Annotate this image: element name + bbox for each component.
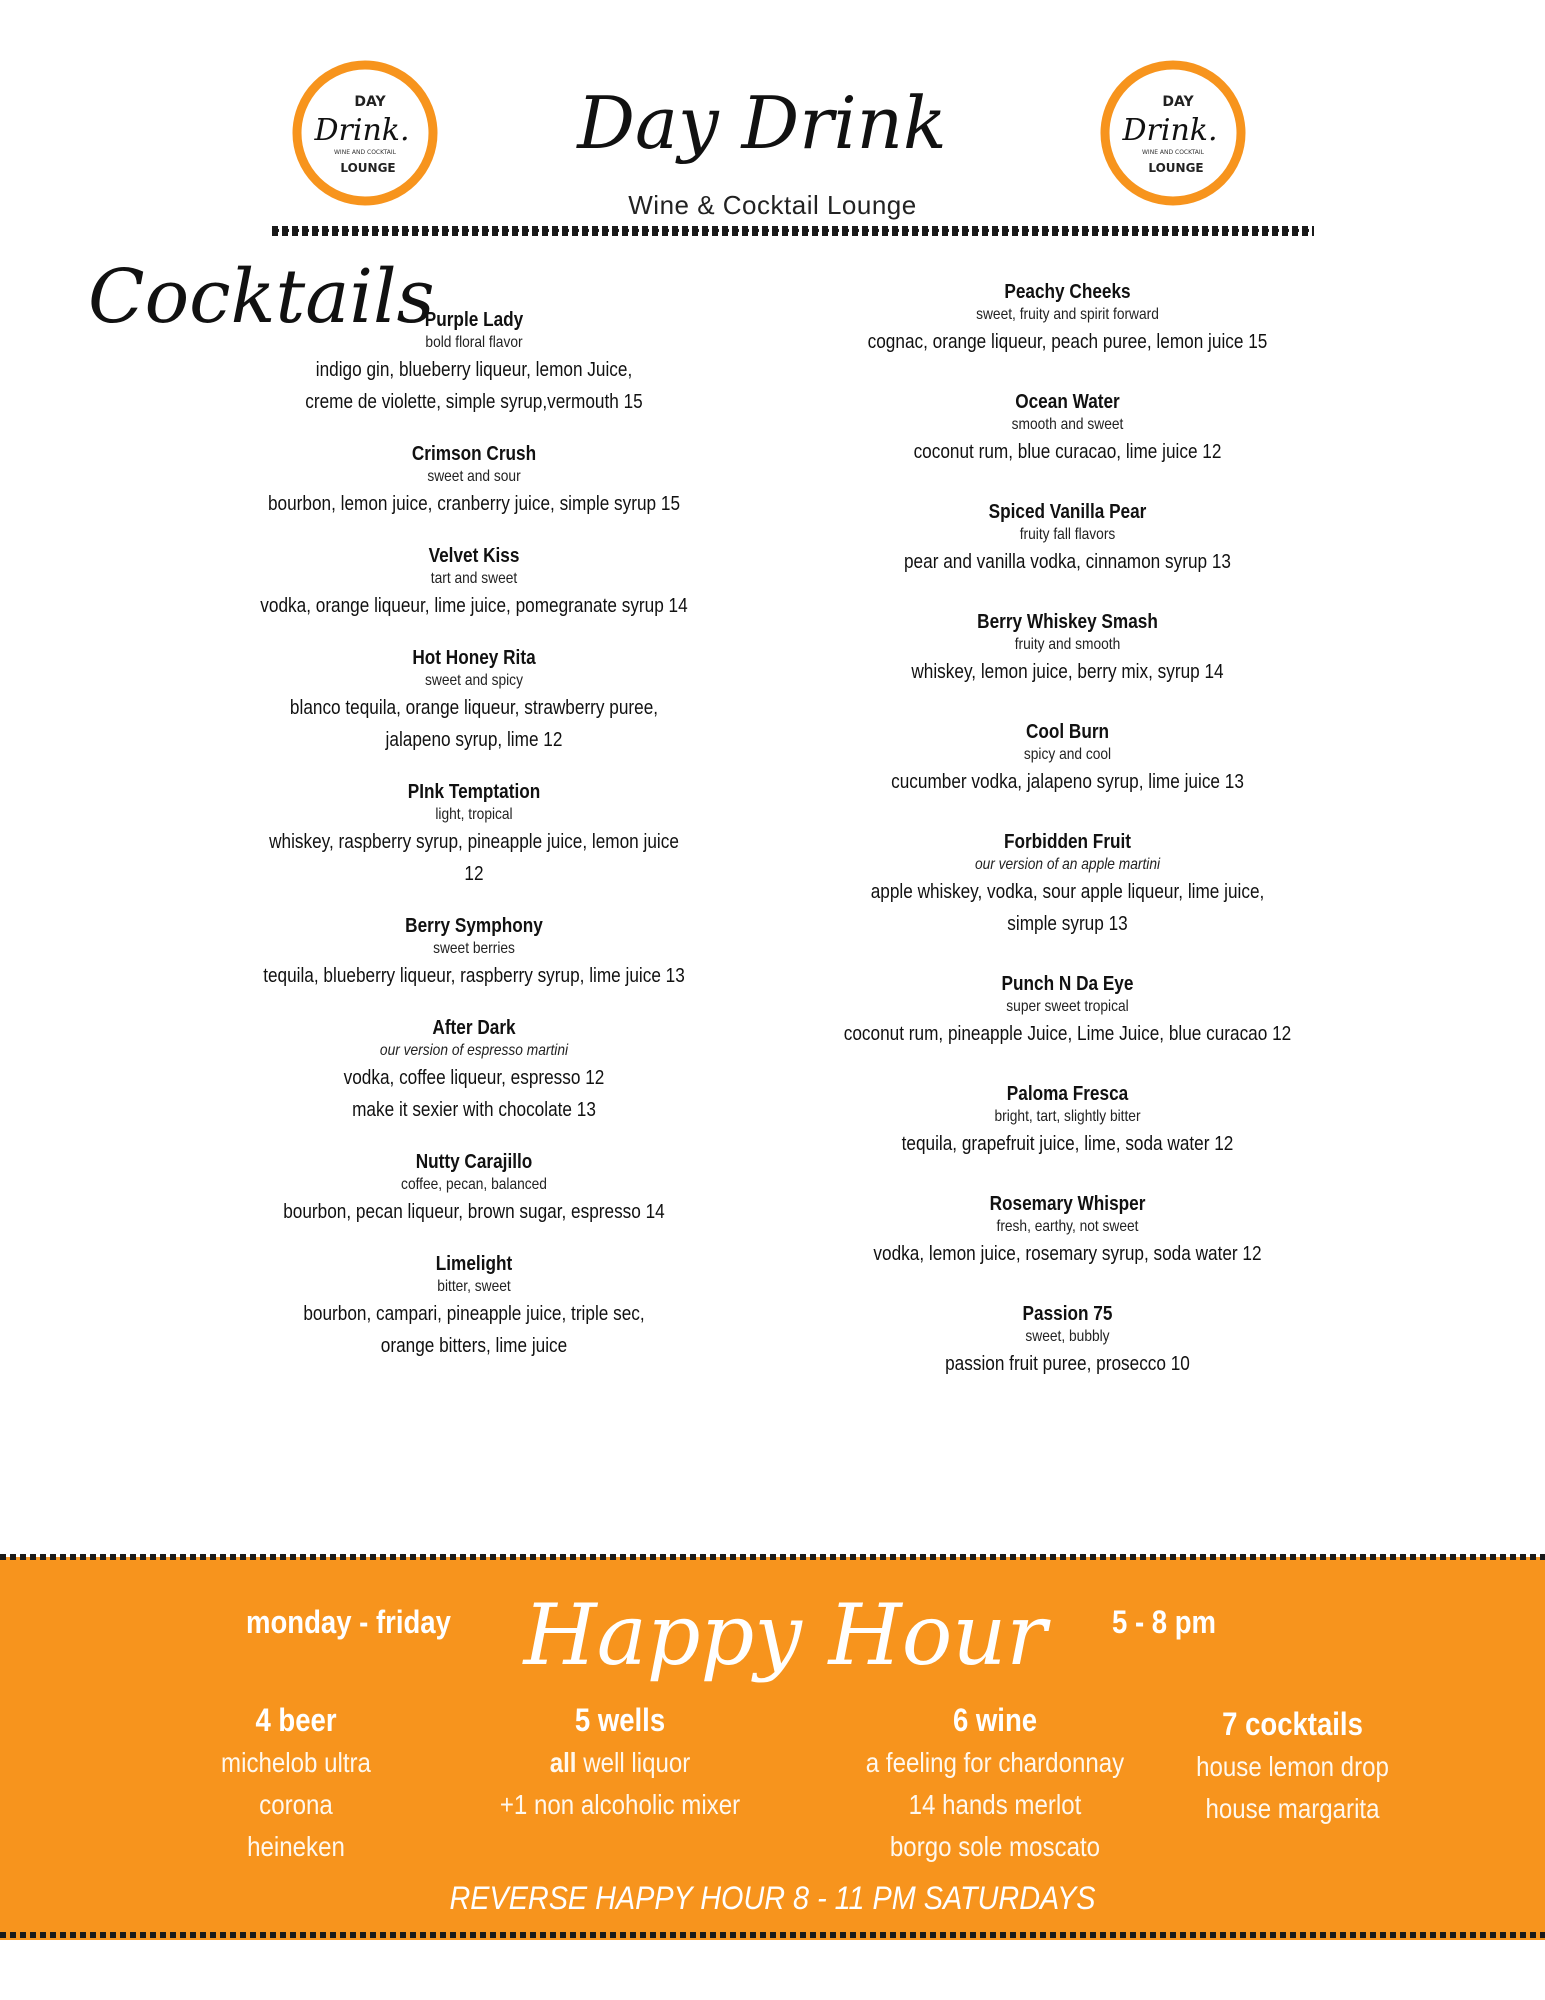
cocktail-ingredients: orange bitters, lime juice [380,1335,568,1357]
cocktail-name: Paloma Fresca [1006,1083,1129,1105]
cocktail-ingredients: passion fruit puree, prosecco 10 [945,1353,1190,1375]
cocktail-ingredients: jalapeno syrup, lime 12 [385,729,563,751]
logo-left [290,58,440,208]
cocktail-list-right [790,280,1345,1412]
cocktail-description: fruity and smooth [1014,636,1121,653]
cocktail-description: smooth and sweet [1011,416,1124,433]
cocktail-ingredients: coconut rum, pineapple Juice, Lime Juice, blue curacao 12 [843,1023,1292,1045]
cocktail-ingredients: creme de violette, simple syrup,vermouth 15 [305,391,643,413]
cocktail-name: Limelight [435,1253,513,1275]
cocktail-special: house lemon drop [1196,1751,1389,1782]
cocktail-description: sweet and spicy [425,672,523,689]
cocktail-ingredients: coconut rum, blue curacao, lime juice 12 [913,441,1222,463]
cocktail-item [222,1252,726,1362]
logo-text-drink: Drink. [314,113,410,148]
cocktail-item [222,914,726,992]
cocktail-name: Peachy Cheeks [1004,281,1131,303]
cocktail-ingredients: bourbon, pecan liqueur, brown sugar, espresso 14 [283,1201,665,1223]
cocktail-name: PInk Temptation [407,781,541,803]
section-title-text: Cocktails [88,254,435,340]
cocktail-item [790,720,1345,798]
cocktail-ingredients: whiskey, lemon juice, berry mix, syrup 14 [911,661,1224,683]
cocktail-item [790,972,1345,1050]
cocktail-ingredients: bourbon, campari, pineapple juice, triple sec, [303,1303,645,1325]
wine-item: a feeling for chardonnay [865,1747,1125,1778]
logo-right [1098,58,1248,208]
cocktail-ingredients: cucumber vodka, jalapeno syrup, lime juice 13 [891,771,1244,793]
cocktail-description: sweet, fruity and spirit forward [976,306,1159,323]
cocktail-name: Rosemary Whisper [989,1193,1146,1215]
happy-hour-wells [470,1698,770,1826]
cocktail-ingredients: tequila, grapefruit juice, lime, soda water 12 [901,1133,1234,1155]
cocktails-heading: 7 cocktails [1222,1706,1363,1742]
logo-emblem [290,58,440,208]
cocktail-name: Berry Symphony [405,915,543,937]
cocktail-description: sweet berries [433,940,515,957]
happy-hour-wine [840,1698,1150,1868]
cocktail-name: Forbidden Fruit [1003,831,1132,853]
cocktail-item [790,1082,1345,1160]
cocktail-ingredients: cognac, orange liqueur, peach puree, lemon juice 15 [867,331,1268,353]
cocktail-name: Nutty Carajillo [415,1151,533,1173]
cocktail-ingredients: apple whiskey, vodka, sour apple liqueur, lime juice, [870,881,1265,903]
cocktail-item [222,442,726,520]
cocktail-ingredients: whiskey, raspberry syrup, pineapple juice, lemon juice 12 [269,831,679,885]
cocktail-item [790,500,1345,578]
cocktail-list-left [222,280,726,1386]
cocktail-item [222,646,726,756]
wells-line-1-rest: well liquor [576,1747,691,1778]
cocktail-item [790,1302,1345,1380]
happy-hour-top-border [0,1554,1545,1560]
cocktail-name: Ocean Water [1015,391,1120,413]
happy-hour-beer [186,1698,406,1868]
cocktail-ingredients: bourbon, lemon juice, cranberry juice, simple syrup 15 [267,493,681,515]
happy-hour-title-text: Happy Hour [523,1586,1047,1684]
cocktail-ingredients: tequila, blueberry liqueur, raspberry syrup, lime juice 13 [263,965,685,987]
cocktail-ingredients: vodka, coffee liqueur, espresso 12 [343,1067,605,1089]
cocktail-item [790,390,1345,468]
cocktail-special: house margarita [1205,1793,1380,1824]
cocktail-name: Berry Whiskey Smash [977,611,1158,633]
cocktail-description: super sweet tropical [1006,998,1129,1015]
cocktail-description: our version of an apple martini [974,856,1161,873]
cocktail-description: spicy and cool [1023,746,1112,763]
cocktail-ingredients: vodka, lemon juice, rosemary syrup, soda water 12 [873,1243,1262,1265]
cocktail-ingredients: make it sexier with chocolate 13 [352,1099,596,1121]
cocktail-item [222,1016,726,1126]
logo-text-day: DAY [354,94,386,110]
cocktail-item [790,610,1345,688]
beer-item: heineken [247,1831,345,1862]
cocktail-name: Crimson Crush [411,443,537,465]
cocktail-name: Punch N Da Eye [1001,973,1134,995]
cocktail-item [222,308,726,418]
beer-item: corona [259,1789,333,1820]
wells-lead: all [549,1747,577,1778]
cocktail-name: After Dark [432,1017,516,1039]
cocktail-description: bold floral flavor [425,334,523,351]
cocktail-name: Passion 75 [1022,1303,1113,1325]
logo-text-drink: Drink. [1122,113,1218,148]
logo-emblem [1098,58,1248,208]
cocktail-item [790,830,1345,940]
happy-hour-cocktails [1160,1702,1425,1830]
cocktail-name: Spiced Vanilla Pear [988,501,1147,523]
cocktail-description: fresh, earthy, not sweet [996,1218,1139,1235]
logo-text-lounge: LOUNGE [340,161,396,175]
cocktail-item [790,280,1345,358]
cocktail-item [222,544,726,622]
cocktail-ingredients: indigo gin, blueberry liqueur, lemon Juice, [315,359,633,381]
logo-text-wine: WINE AND COCKTAIL [1142,149,1204,156]
cocktail-item [222,780,726,890]
wine-item: borgo sole moscato [889,1831,1101,1862]
logo-text-lounge: LOUNGE [1148,161,1204,175]
cocktail-item [222,1150,726,1228]
logo-text-wine: WINE AND COCKTAIL [334,149,396,156]
happy-hour-days: monday - friday [246,1604,451,1640]
wells-line-1 [491,1742,749,1784]
brand-script-text: Day Drink [577,81,947,165]
cocktail-description: sweet, bubbly [1025,1328,1110,1345]
cocktail-item [790,1192,1345,1270]
happy-hour-bottom-border [0,1932,1545,1938]
logo-text-day: DAY [1162,94,1194,110]
header-divider [272,226,1314,236]
cocktail-name: Cool Burn [1025,721,1110,743]
cocktail-description: bitter, sweet [437,1278,511,1295]
brand-subtitle: Wine & Cocktail Lounge [628,190,917,220]
cocktail-description: light, tropical [435,806,513,823]
cocktail-description: sweet and sour [427,468,521,485]
cocktail-ingredients: vodka, orange liqueur, lime juice, pomegranate syrup 14 [260,595,688,617]
cocktail-description: bright, tart, slightly bitter [994,1108,1141,1125]
cocktail-ingredients: simple syrup 13 [1007,913,1128,935]
cocktail-description: our version of espresso martini [379,1042,569,1059]
cocktail-description: fruity fall flavors [1019,526,1116,543]
cocktail-name: Velvet Kiss [428,545,520,567]
reverse-happy-hour: REVERSE HAPPY HOUR 8 - 11 PM SATURDAYS [449,1880,1096,1916]
wine-heading: 6 wine [952,1702,1038,1738]
happy-hour-title [523,1572,1047,1702]
beer-heading: 4 beer [255,1702,337,1738]
cocktail-ingredients: blanco tequila, orange liqueur, strawberry puree, [289,697,659,719]
cocktail-name: Hot Honey Rita [412,647,536,669]
cocktail-name: Purple Lady [424,309,524,331]
happy-hour-time: 5 - 8 pm [1112,1604,1216,1640]
cocktail-ingredients: pear and vanilla vodka, cinnamon syrup 13 [903,551,1231,573]
beer-item: michelob ultra [221,1747,371,1778]
cocktail-description: coffee, pecan, balanced [401,1176,547,1193]
wells-heading: 5 wells [574,1702,666,1738]
brand-script-title [572,58,952,198]
wells-line-2: +1 non alcoholic mixer [499,1789,741,1820]
cocktail-description: tart and sweet [430,570,518,587]
wine-item: 14 hands merlot [908,1789,1082,1820]
